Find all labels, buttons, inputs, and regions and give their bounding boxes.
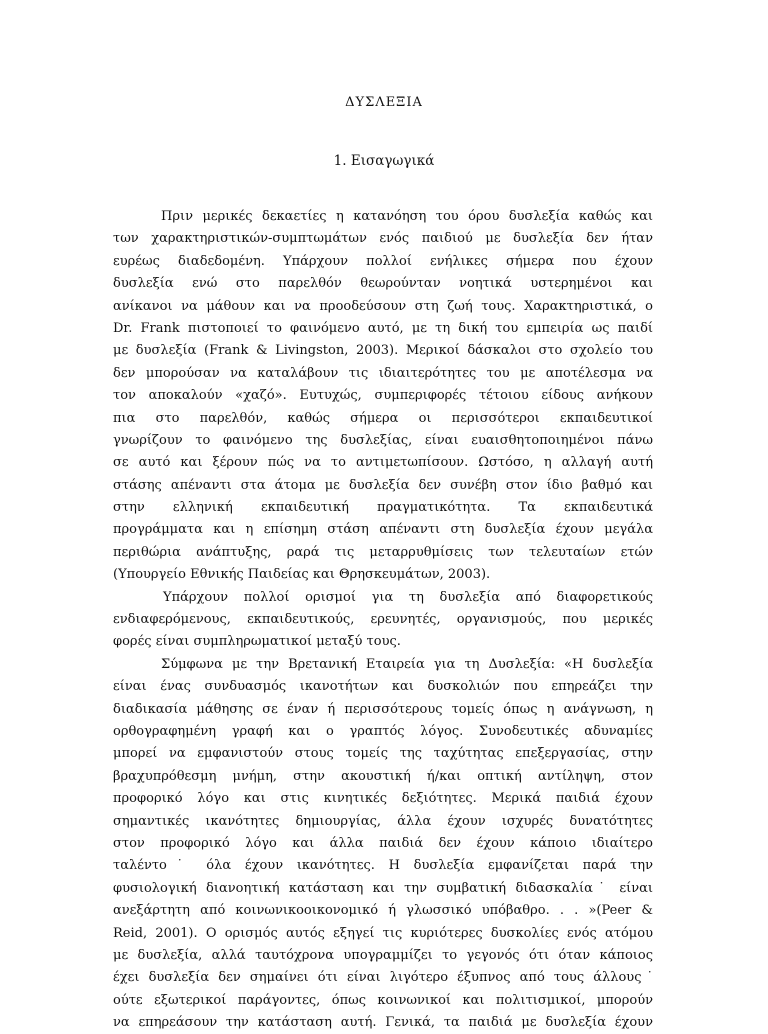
text-line: προφορικό λόγο και στις κινητικές δεξιότητες. Μερικά παιδιά έχουν bbox=[113, 791, 653, 807]
body-text bbox=[113, 206, 653, 1034]
text-line: στην ελληνική εκπαιδευτική πραγματικότητα. Τα εκπαιδευτικά bbox=[113, 500, 653, 516]
text-line: περιθώρια ανάπτυξης, ραρά τις μεταρρυθμίσεις των τελευταίων ετών bbox=[113, 544, 653, 560]
text-line: μπορεί να εμφανιστούν στους τομείς της ταχύτητας επεξεργασίας, στην bbox=[113, 746, 653, 762]
text-line: Reid, 2001). Ο ορισμός αυτός εξηγεί τις κυριότερες δυσκολίες ενός ατόμου bbox=[113, 925, 653, 941]
text-line: των χαρακτηριστικών-συμπτωμάτων ενός παιδιού με δυσλεξία δεν ήταν bbox=[113, 231, 653, 247]
text-line: σημαντικές ικανότητες δημιουργίας, άλλα έχουν ισχυρές δυνατότητες bbox=[113, 813, 653, 829]
text-line: ταλέντο˙ όλα έχουν ικανότητες. Η δυσλεξία εμφανίζεται παρά την bbox=[113, 858, 653, 874]
text-line: σε αυτό και ξέρουν πώς να το αντιμετωπίσουν. Ωστόσο, η αλλαγή αυτή bbox=[113, 455, 653, 471]
text-line: Υπάρχουν πολλοί ορισμοί για τη δυσλεξία από διαφορετικούς bbox=[163, 589, 653, 605]
text-line: (Υπουργείο Εθνικής Παιδείας και Θρησκευμάτων, 2003). bbox=[113, 567, 491, 583]
text-line: ανεξάρτητη από κοινωνικοοικονομικό ή γλωσσικό υπόβαθρο. . . »(Peer & bbox=[113, 903, 653, 919]
text-line: φυσιολογική διανοητική κατάσταση και την συμβατική διδασκαλία˙ είναι bbox=[113, 880, 653, 896]
text-line: γνωρίζουν το φαινόμενο της δυσλεξίας, είναι ευαισθητοποιημένοι πάνω bbox=[113, 432, 653, 448]
text-line: στάσης απέναντι στα άτομα με δυσλεξία δεν συνέβη στον ίδιο βαθμό και bbox=[113, 477, 653, 493]
text-line: ούτε εξωτερικοί παράγοντες, όπως κοινωνικοί και πολιτισμικοί, μπορούν bbox=[113, 992, 653, 1008]
document-title: ΔΥΣΛΕΞΙΑ bbox=[345, 95, 423, 110]
text-line: διαδικασία μάθησης σε έναν ή περισσότερους τομείς όπως η ανάγνωση, η bbox=[113, 701, 653, 717]
text-line: ενδιαφερόμενους, εκπαιδευτικούς, ερευνητές, οργανισμούς, που μερικές bbox=[113, 612, 653, 628]
text-line: με δυσλεξία (Frank & Livingston, 2003). Μερικοί δάσκαλοι στο σχολείο του bbox=[113, 343, 653, 359]
text-line: φορές είναι συμπληρωματικοί μεταξύ τους. bbox=[113, 634, 401, 650]
text-line: έχει δυσλεξία δεν σημαίνει ότι είναι λιγότερο έξυπνος από τους άλλους˙ bbox=[113, 970, 653, 986]
text-line: Dr. Frank πιστοποιεί το φαινόμενο αυτό, με τη δική του εμπειρία ως παιδί bbox=[113, 320, 653, 336]
text-line: πια στο παρελθόν, καθώς σήμερα οι περισσότεροι εκπαιδευτικοί bbox=[113, 410, 653, 426]
text-line: ανίκανοι να μάθουν και να προοδεύσουν στη ζωή τους. Χαρακτηριστικά, ο bbox=[113, 298, 653, 314]
text-line: Πριν μερικές δεκαετίες η κατανόηση του όρου δυσλεξία καθώς και bbox=[161, 209, 653, 224]
text-line: δεν μπορούσαν να καταλάβουν τις ιδιαιτερότητες του με αποτέλεσμα να bbox=[113, 365, 653, 381]
text-line: ευρέως διαδεδομένη. Υπάρχουν πολλοί ενήλικες σήμερα που έχουν bbox=[113, 253, 653, 269]
text-line: δυσλεξία ενώ στο παρελθόν θεωρούνταν νοητικά υστερημένοι και bbox=[113, 276, 653, 292]
text-line: Σύμφωνα με την Βρετανική Εταιρεία για τη Δυσλεξία: «Η δυσλεξία bbox=[161, 656, 653, 672]
text-line: στον προφορικό λόγο και άλλα παιδιά δεν έχουν κάποιο ιδιαίτερο bbox=[113, 835, 653, 851]
text-line: να επηρεάσουν την κατάσταση αυτή. Γενικά, τα παιδιά με δυσλεξία έχουν bbox=[113, 1015, 653, 1031]
text-line: με δυσλεξία, αλλά ταυτόχρονα υπογραμμίζει το γεγονός ότι όταν κάποιος bbox=[113, 947, 653, 963]
text-line: ορθογραφημένη γραφή και ο γραπτός λόγος. Συνοδευτικές αδυναμίες bbox=[113, 723, 653, 739]
text-line: προγράμματα και η επίσημη στάση απέναντι στη δυσλεξία έχουν μεγάλα bbox=[113, 522, 653, 538]
text-line: τον αποκαλούν «χαζό». Ευτυχώς, συμπεριφορές τέτοιου είδους ανήκουν bbox=[113, 388, 653, 404]
section-heading: 1. Εισαγωγικά bbox=[333, 153, 435, 169]
text-line: βραχυπρόθεσμη μνήμη, στην ακουστική ή/και οπτική αντίληψη, στον bbox=[113, 768, 653, 784]
text-line: είναι ένας συνδυασμός ικανοτήτων και δυσκολιών που επηρεάζει την bbox=[113, 679, 653, 695]
